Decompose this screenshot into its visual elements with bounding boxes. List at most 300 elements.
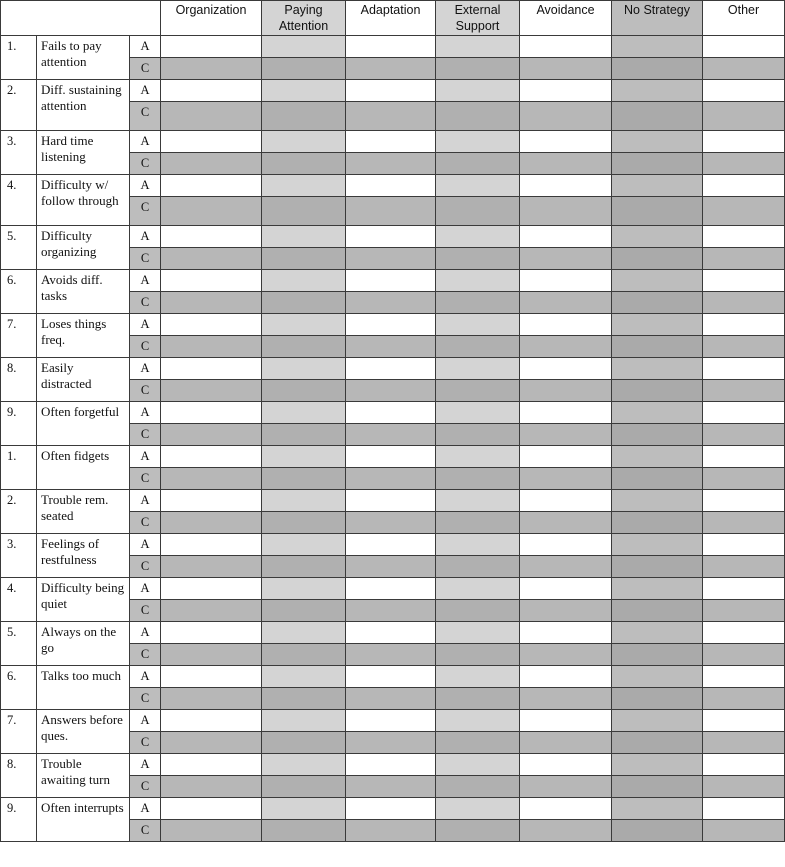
response-cell[interactable] bbox=[612, 402, 703, 424]
item-label: Easily distracted bbox=[37, 358, 130, 402]
response-cell[interactable] bbox=[161, 36, 262, 58]
row-label-c: C bbox=[130, 336, 161, 358]
item-label: Difficulty w/ follow through bbox=[37, 175, 130, 226]
response-cell[interactable] bbox=[703, 336, 785, 358]
response-cell[interactable] bbox=[436, 556, 520, 578]
response-cell[interactable] bbox=[161, 80, 262, 102]
table-row bbox=[1, 36, 785, 58]
response-cell[interactable] bbox=[262, 600, 346, 622]
response-cell[interactable] bbox=[436, 380, 520, 402]
response-cell[interactable] bbox=[161, 226, 262, 248]
response-cell[interactable] bbox=[520, 600, 612, 622]
response-cell[interactable] bbox=[520, 688, 612, 710]
response-cell[interactable] bbox=[436, 798, 520, 820]
table-body bbox=[1, 36, 785, 842]
response-cell[interactable] bbox=[346, 292, 436, 314]
response-cell[interactable] bbox=[262, 102, 346, 131]
response-cell[interactable] bbox=[612, 446, 703, 468]
response-cell[interactable] bbox=[612, 820, 703, 842]
response-cell[interactable] bbox=[520, 446, 612, 468]
item-label: Hard time listening bbox=[37, 131, 130, 175]
response-cell[interactable] bbox=[262, 446, 346, 468]
response-cell[interactable] bbox=[161, 666, 262, 688]
item-number: 3. bbox=[1, 131, 37, 175]
table-row bbox=[1, 175, 785, 197]
response-cell[interactable] bbox=[520, 58, 612, 80]
response-cell[interactable] bbox=[520, 644, 612, 666]
response-cell[interactable] bbox=[703, 36, 785, 58]
row-label-c: C bbox=[130, 380, 161, 402]
response-cell[interactable] bbox=[346, 688, 436, 710]
response-cell[interactable] bbox=[436, 402, 520, 424]
table-row bbox=[1, 270, 785, 292]
response-cell[interactable] bbox=[161, 197, 262, 226]
response-cell[interactable] bbox=[703, 80, 785, 102]
response-cell[interactable] bbox=[436, 336, 520, 358]
response-cell[interactable] bbox=[703, 776, 785, 798]
response-cell[interactable] bbox=[262, 512, 346, 534]
row-label-c: C bbox=[130, 468, 161, 490]
response-cell[interactable] bbox=[520, 102, 612, 131]
response-cell[interactable] bbox=[346, 820, 436, 842]
table-row bbox=[1, 131, 785, 153]
response-cell[interactable] bbox=[520, 578, 612, 600]
response-cell[interactable] bbox=[436, 754, 520, 776]
response-cell[interactable] bbox=[262, 292, 346, 314]
response-cell[interactable] bbox=[612, 58, 703, 80]
response-cell[interactable] bbox=[703, 732, 785, 754]
response-cell[interactable] bbox=[161, 556, 262, 578]
response-cell[interactable] bbox=[436, 292, 520, 314]
response-cell[interactable] bbox=[346, 578, 436, 600]
response-cell[interactable] bbox=[161, 314, 262, 336]
response-cell[interactable] bbox=[520, 512, 612, 534]
row-label-c: C bbox=[130, 556, 161, 578]
response-cell[interactable] bbox=[703, 102, 785, 131]
item-number: 2. bbox=[1, 490, 37, 534]
response-cell[interactable] bbox=[703, 314, 785, 336]
response-cell[interactable] bbox=[346, 622, 436, 644]
response-cell[interactable] bbox=[612, 80, 703, 102]
response-cell[interactable] bbox=[520, 424, 612, 446]
response-cell[interactable] bbox=[703, 600, 785, 622]
row-label-a: A bbox=[130, 754, 161, 776]
response-cell[interactable] bbox=[346, 490, 436, 512]
response-cell[interactable] bbox=[262, 776, 346, 798]
response-cell[interactable] bbox=[520, 131, 612, 153]
response-cell[interactable] bbox=[346, 153, 436, 175]
response-cell[interactable] bbox=[161, 380, 262, 402]
response-cell[interactable] bbox=[262, 358, 346, 380]
response-cell[interactable] bbox=[346, 644, 436, 666]
response-cell[interactable] bbox=[262, 534, 346, 556]
response-cell[interactable] bbox=[262, 732, 346, 754]
item-number: 7. bbox=[1, 314, 37, 358]
response-cell[interactable] bbox=[262, 578, 346, 600]
response-cell[interactable] bbox=[346, 732, 436, 754]
response-cell[interactable] bbox=[161, 292, 262, 314]
response-cell[interactable] bbox=[161, 710, 262, 732]
response-cell[interactable] bbox=[436, 820, 520, 842]
response-cell[interactable] bbox=[346, 380, 436, 402]
response-cell[interactable] bbox=[346, 131, 436, 153]
response-cell[interactable] bbox=[703, 248, 785, 270]
response-cell[interactable] bbox=[436, 36, 520, 58]
response-cell[interactable] bbox=[703, 226, 785, 248]
response-cell[interactable] bbox=[436, 622, 520, 644]
response-cell[interactable] bbox=[262, 248, 346, 270]
response-cell[interactable] bbox=[436, 490, 520, 512]
response-cell[interactable] bbox=[520, 80, 612, 102]
response-cell[interactable] bbox=[703, 358, 785, 380]
response-cell[interactable] bbox=[612, 314, 703, 336]
response-cell[interactable] bbox=[161, 58, 262, 80]
response-cell[interactable] bbox=[520, 175, 612, 197]
response-cell[interactable] bbox=[262, 710, 346, 732]
response-cell[interactable] bbox=[262, 820, 346, 842]
response-cell[interactable] bbox=[520, 36, 612, 58]
response-cell[interactable] bbox=[520, 666, 612, 688]
response-cell[interactable] bbox=[346, 600, 436, 622]
response-cell[interactable] bbox=[703, 556, 785, 578]
response-cell[interactable] bbox=[346, 776, 436, 798]
response-cell[interactable] bbox=[161, 600, 262, 622]
response-cell[interactable] bbox=[346, 197, 436, 226]
response-cell[interactable] bbox=[520, 380, 612, 402]
response-cell[interactable] bbox=[703, 754, 785, 776]
response-cell[interactable] bbox=[703, 710, 785, 732]
response-cell[interactable] bbox=[346, 512, 436, 534]
response-cell[interactable] bbox=[703, 380, 785, 402]
response-cell[interactable] bbox=[436, 534, 520, 556]
response-cell[interactable] bbox=[520, 556, 612, 578]
response-cell[interactable] bbox=[346, 102, 436, 131]
response-cell[interactable] bbox=[161, 490, 262, 512]
response-cell[interactable] bbox=[612, 534, 703, 556]
response-cell[interactable] bbox=[520, 336, 612, 358]
response-cell[interactable] bbox=[520, 622, 612, 644]
response-cell[interactable] bbox=[703, 688, 785, 710]
response-cell[interactable] bbox=[703, 402, 785, 424]
table-row bbox=[1, 798, 785, 820]
response-cell[interactable] bbox=[161, 175, 262, 197]
response-cell[interactable] bbox=[262, 153, 346, 175]
response-cell[interactable] bbox=[262, 197, 346, 226]
response-cell[interactable] bbox=[520, 270, 612, 292]
response-cell[interactable] bbox=[436, 468, 520, 490]
response-cell[interactable] bbox=[520, 732, 612, 754]
row-label-c: C bbox=[130, 732, 161, 754]
row-label-a: A bbox=[130, 402, 161, 424]
response-cell[interactable] bbox=[703, 820, 785, 842]
response-cell[interactable] bbox=[161, 153, 262, 175]
response-cell[interactable] bbox=[346, 175, 436, 197]
response-cell[interactable] bbox=[612, 622, 703, 644]
response-cell[interactable] bbox=[436, 512, 520, 534]
response-cell[interactable] bbox=[436, 226, 520, 248]
response-cell[interactable] bbox=[436, 710, 520, 732]
item-number: 5. bbox=[1, 226, 37, 270]
response-cell[interactable] bbox=[436, 578, 520, 600]
response-cell[interactable] bbox=[262, 556, 346, 578]
response-cell[interactable] bbox=[612, 248, 703, 270]
response-cell[interactable] bbox=[262, 424, 346, 446]
response-cell[interactable] bbox=[612, 102, 703, 131]
response-cell[interactable] bbox=[161, 424, 262, 446]
response-cell[interactable] bbox=[346, 446, 436, 468]
response-cell[interactable] bbox=[436, 644, 520, 666]
response-cell[interactable] bbox=[612, 270, 703, 292]
response-cell[interactable] bbox=[436, 58, 520, 80]
response-cell[interactable] bbox=[612, 358, 703, 380]
response-cell[interactable] bbox=[262, 666, 346, 688]
response-cell[interactable] bbox=[161, 578, 262, 600]
item-label: Often forgetful bbox=[37, 402, 130, 446]
response-cell[interactable] bbox=[436, 446, 520, 468]
response-cell[interactable] bbox=[262, 468, 346, 490]
response-cell[interactable] bbox=[161, 798, 262, 820]
response-cell[interactable] bbox=[612, 175, 703, 197]
response-cell[interactable] bbox=[262, 380, 346, 402]
response-cell[interactable] bbox=[262, 490, 346, 512]
response-cell[interactable] bbox=[262, 175, 346, 197]
response-cell[interactable] bbox=[346, 314, 436, 336]
row-label-a: A bbox=[130, 175, 161, 197]
response-cell[interactable] bbox=[346, 402, 436, 424]
response-cell[interactable] bbox=[612, 776, 703, 798]
response-cell[interactable] bbox=[436, 776, 520, 798]
response-cell[interactable] bbox=[703, 131, 785, 153]
response-cell[interactable] bbox=[161, 131, 262, 153]
response-cell[interactable] bbox=[612, 336, 703, 358]
response-cell[interactable] bbox=[520, 226, 612, 248]
response-cell[interactable] bbox=[703, 58, 785, 80]
item-label: Often fidgets bbox=[37, 446, 130, 490]
response-cell[interactable] bbox=[520, 534, 612, 556]
response-cell[interactable] bbox=[161, 754, 262, 776]
response-cell[interactable] bbox=[262, 622, 346, 644]
response-cell[interactable] bbox=[262, 131, 346, 153]
row-label-a: A bbox=[130, 622, 161, 644]
response-cell[interactable] bbox=[436, 424, 520, 446]
response-cell[interactable] bbox=[703, 490, 785, 512]
response-cell[interactable] bbox=[703, 622, 785, 644]
response-cell[interactable] bbox=[436, 666, 520, 688]
response-cell[interactable] bbox=[520, 314, 612, 336]
response-cell[interactable] bbox=[346, 36, 436, 58]
row-label-c: C bbox=[130, 153, 161, 175]
response-cell[interactable] bbox=[703, 468, 785, 490]
response-cell[interactable] bbox=[161, 688, 262, 710]
table-row bbox=[1, 534, 785, 556]
response-cell[interactable] bbox=[612, 153, 703, 175]
response-cell[interactable] bbox=[161, 644, 262, 666]
response-cell[interactable] bbox=[612, 688, 703, 710]
item-label: Answers before ques. bbox=[37, 710, 130, 754]
response-cell[interactable] bbox=[436, 314, 520, 336]
response-cell[interactable] bbox=[161, 732, 262, 754]
response-cell[interactable] bbox=[262, 688, 346, 710]
response-cell[interactable] bbox=[346, 710, 436, 732]
item-number: 3. bbox=[1, 534, 37, 578]
response-cell[interactable] bbox=[161, 248, 262, 270]
response-cell[interactable] bbox=[703, 512, 785, 534]
response-cell[interactable] bbox=[346, 424, 436, 446]
response-cell[interactable] bbox=[436, 248, 520, 270]
response-cell[interactable] bbox=[703, 534, 785, 556]
response-cell[interactable] bbox=[703, 578, 785, 600]
response-cell[interactable] bbox=[262, 270, 346, 292]
response-cell[interactable] bbox=[436, 102, 520, 131]
response-cell[interactable] bbox=[262, 58, 346, 80]
response-cell[interactable] bbox=[703, 153, 785, 175]
response-cell[interactable] bbox=[703, 798, 785, 820]
response-cell[interactable] bbox=[703, 644, 785, 666]
response-cell[interactable] bbox=[262, 226, 346, 248]
response-cell[interactable] bbox=[612, 798, 703, 820]
response-cell[interactable] bbox=[612, 644, 703, 666]
response-cell[interactable] bbox=[520, 754, 612, 776]
response-cell[interactable] bbox=[612, 226, 703, 248]
response-cell[interactable] bbox=[520, 776, 612, 798]
response-cell[interactable] bbox=[612, 197, 703, 226]
response-cell[interactable] bbox=[612, 490, 703, 512]
response-cell[interactable] bbox=[703, 666, 785, 688]
response-cell[interactable] bbox=[612, 666, 703, 688]
response-cell[interactable] bbox=[703, 446, 785, 468]
response-cell[interactable] bbox=[346, 80, 436, 102]
response-cell[interactable] bbox=[612, 292, 703, 314]
item-number: 7. bbox=[1, 710, 37, 754]
response-cell[interactable] bbox=[436, 175, 520, 197]
response-cell[interactable] bbox=[612, 710, 703, 732]
response-cell[interactable] bbox=[262, 36, 346, 58]
response-cell[interactable] bbox=[520, 820, 612, 842]
response-cell[interactable] bbox=[520, 153, 612, 175]
response-cell[interactable] bbox=[520, 402, 612, 424]
response-cell[interactable] bbox=[703, 175, 785, 197]
item-number: 1. bbox=[1, 36, 37, 80]
row-label-a: A bbox=[130, 710, 161, 732]
response-cell[interactable] bbox=[262, 754, 346, 776]
response-cell[interactable] bbox=[161, 622, 262, 644]
response-cell[interactable] bbox=[612, 556, 703, 578]
response-cell[interactable] bbox=[703, 424, 785, 446]
response-cell[interactable] bbox=[703, 270, 785, 292]
response-cell[interactable] bbox=[346, 358, 436, 380]
table-row bbox=[1, 358, 785, 380]
response-cell[interactable] bbox=[436, 80, 520, 102]
header-row bbox=[1, 1, 785, 36]
response-cell[interactable] bbox=[520, 358, 612, 380]
response-cell[interactable] bbox=[346, 468, 436, 490]
item-label: Avoids diff. tasks bbox=[37, 270, 130, 314]
response-cell[interactable] bbox=[436, 153, 520, 175]
response-cell[interactable] bbox=[262, 798, 346, 820]
response-cell[interactable] bbox=[612, 468, 703, 490]
row-label-a: A bbox=[130, 446, 161, 468]
response-cell[interactable] bbox=[612, 512, 703, 534]
response-cell[interactable] bbox=[346, 270, 436, 292]
item-label: Always on the go bbox=[37, 622, 130, 666]
header-corner bbox=[1, 1, 161, 36]
row-label-c: C bbox=[130, 776, 161, 798]
row-label-a: A bbox=[130, 226, 161, 248]
response-cell[interactable] bbox=[346, 754, 436, 776]
response-cell[interactable] bbox=[161, 468, 262, 490]
response-cell[interactable] bbox=[262, 80, 346, 102]
response-cell[interactable] bbox=[346, 534, 436, 556]
table-row bbox=[1, 402, 785, 424]
response-cell[interactable] bbox=[436, 131, 520, 153]
response-cell[interactable] bbox=[346, 556, 436, 578]
response-cell[interactable] bbox=[262, 314, 346, 336]
response-cell[interactable] bbox=[436, 688, 520, 710]
row-label-a: A bbox=[130, 578, 161, 600]
item-label: Talks too much bbox=[37, 666, 130, 710]
response-cell[interactable] bbox=[520, 248, 612, 270]
response-cell[interactable] bbox=[612, 754, 703, 776]
response-cell[interactable] bbox=[520, 490, 612, 512]
response-cell[interactable] bbox=[612, 600, 703, 622]
row-label-c: C bbox=[130, 248, 161, 270]
response-cell[interactable] bbox=[346, 58, 436, 80]
response-cell[interactable] bbox=[161, 534, 262, 556]
response-cell[interactable] bbox=[262, 402, 346, 424]
response-cell[interactable] bbox=[436, 358, 520, 380]
response-cell[interactable] bbox=[436, 197, 520, 226]
response-cell[interactable] bbox=[520, 710, 612, 732]
response-cell[interactable] bbox=[262, 336, 346, 358]
response-cell[interactable] bbox=[612, 380, 703, 402]
response-cell[interactable] bbox=[612, 131, 703, 153]
response-cell[interactable] bbox=[436, 270, 520, 292]
response-cell[interactable] bbox=[346, 666, 436, 688]
response-cell[interactable] bbox=[703, 197, 785, 226]
response-cell[interactable] bbox=[520, 292, 612, 314]
response-cell[interactable] bbox=[161, 358, 262, 380]
response-cell[interactable] bbox=[612, 578, 703, 600]
response-cell[interactable] bbox=[520, 197, 612, 226]
response-cell[interactable] bbox=[262, 644, 346, 666]
response-cell[interactable] bbox=[346, 226, 436, 248]
response-cell[interactable] bbox=[612, 424, 703, 446]
table-row bbox=[1, 226, 785, 248]
response-cell[interactable] bbox=[161, 270, 262, 292]
response-cell[interactable] bbox=[436, 600, 520, 622]
response-cell[interactable] bbox=[520, 468, 612, 490]
response-cell[interactable] bbox=[346, 798, 436, 820]
response-cell[interactable] bbox=[436, 732, 520, 754]
response-cell[interactable] bbox=[346, 248, 436, 270]
response-cell[interactable] bbox=[161, 446, 262, 468]
row-label-c: C bbox=[130, 197, 161, 226]
response-cell[interactable] bbox=[161, 776, 262, 798]
response-cell[interactable] bbox=[346, 336, 436, 358]
item-number: 9. bbox=[1, 402, 37, 446]
response-cell[interactable] bbox=[612, 36, 703, 58]
response-cell[interactable] bbox=[612, 732, 703, 754]
response-cell[interactable] bbox=[161, 336, 262, 358]
table-row bbox=[1, 490, 785, 512]
response-cell[interactable] bbox=[161, 820, 262, 842]
response-cell[interactable] bbox=[703, 292, 785, 314]
row-label-c: C bbox=[130, 688, 161, 710]
response-cell[interactable] bbox=[520, 798, 612, 820]
response-cell[interactable] bbox=[161, 402, 262, 424]
response-cell[interactable] bbox=[161, 102, 262, 131]
response-cell[interactable] bbox=[161, 512, 262, 534]
